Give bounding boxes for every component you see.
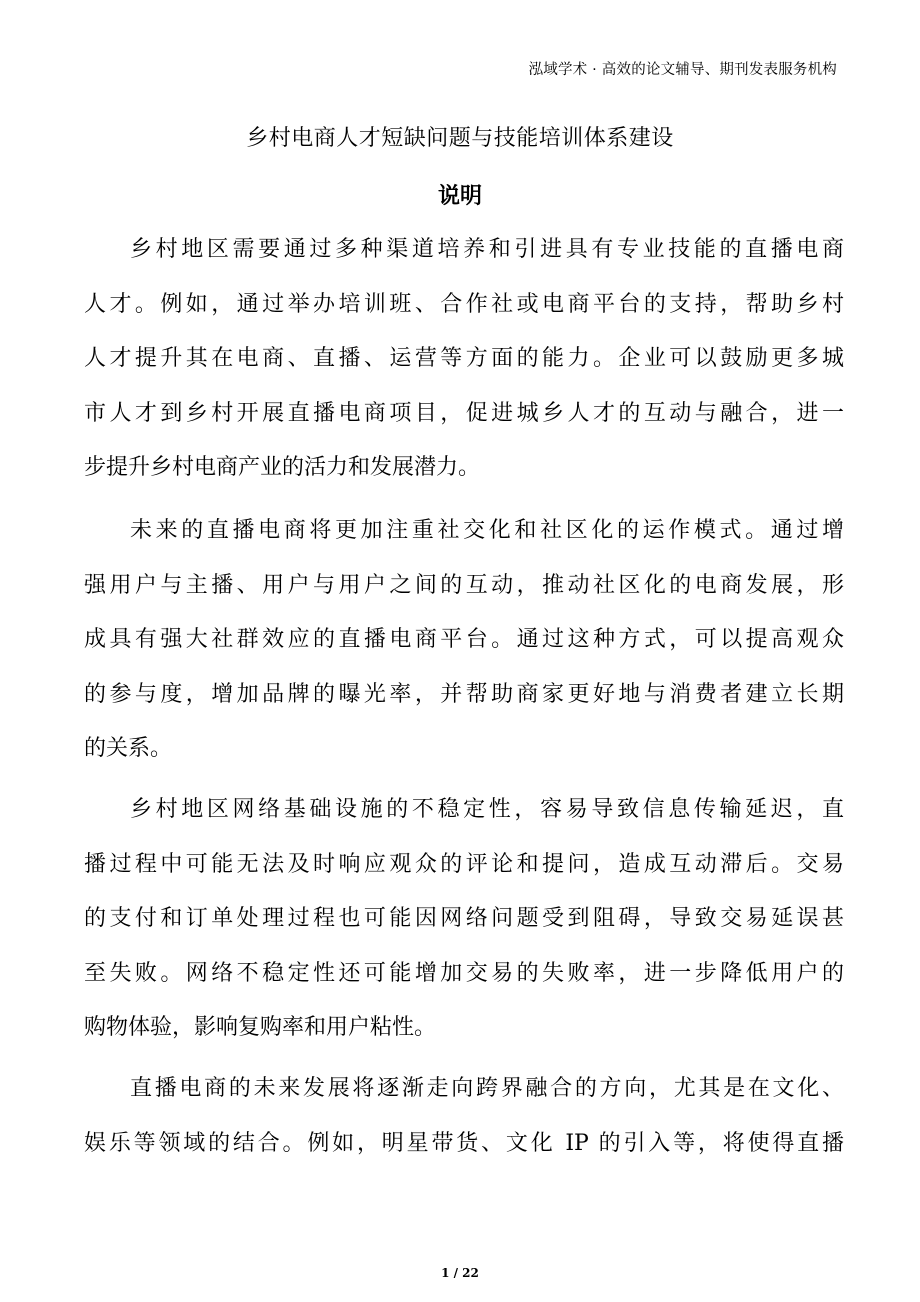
paragraph (84, 783, 844, 1056)
paragraph-line: 的关系。 (84, 736, 173, 762)
paragraph-line: 娱乐等领域的结合。例如，明星带货、文化 IP 的引入等，将使得直播 (84, 1130, 844, 1156)
page-number: 1 / 22 (441, 1266, 479, 1280)
document-title: 乡村电商人才短缺问题与技能培训体系建设 (246, 126, 674, 151)
paragraph-line: 购物体验，影响复购率和用户粘性。 (84, 1015, 437, 1041)
paragraph (84, 504, 844, 777)
paragraph-line: 步提升乡村电商产业的活力和发展潜力。 (84, 455, 481, 481)
paragraph-line: 乡村地区网络基础设施的不稳定性，容易导致信息传输延迟，直 (130, 797, 844, 822)
page-header: 泓域学术 · 高效的论文辅导、期刊发表服务机构 (528, 62, 837, 78)
paragraph-line: 强用户与主播、用户与用户之间的互动，推动社区化的电商发展，形 (84, 572, 844, 598)
paragraph-line: 的支付和订单处理过程也可能因网络问题受到阻碍，导致交易延误甚 (84, 906, 844, 932)
paragraph-line: 直播电商的未来发展将逐渐走向跨界融合的方向，尤其是在文化、 (130, 1076, 844, 1101)
paragraph-line: 未来的直播电商将更加注重社交化和社区化的运作模式。通过增 (130, 518, 844, 543)
paragraph-line: 人才提升其在电商、直播、运营等方面的能力。企业可以鼓励更多城 (84, 346, 844, 372)
paragraph-line: 的参与度，增加品牌的曝光率，并帮助商家更好地与消费者建立长期 (84, 681, 844, 707)
paragraph-line: 播过程中可能无法及时响应观众的评论和提问，造成互动滞后。交易 (84, 851, 844, 877)
paragraph-line: 人才。例如，通过举办培训班、合作社或电商平台的支持，帮助乡村 (84, 291, 844, 317)
paragraph (84, 1062, 844, 1171)
paragraph-line: 乡村地区需要通过多种渠道培养和引进具有专业技能的直播电商 (130, 237, 844, 262)
paragraph-line: 至失败。网络不稳定性还可能增加交易的失败率，进一步降低用户的 (84, 960, 844, 986)
paragraph-line: 成具有强大社群效应的直播电商平台。通过这种方式，可以提高观众 (84, 627, 844, 653)
paragraph (84, 223, 844, 496)
paragraph-line: 市人才到乡村开展直播电商项目，促进城乡人才的互动与融合，进一 (84, 400, 844, 426)
section-heading: 说明 (437, 184, 482, 209)
